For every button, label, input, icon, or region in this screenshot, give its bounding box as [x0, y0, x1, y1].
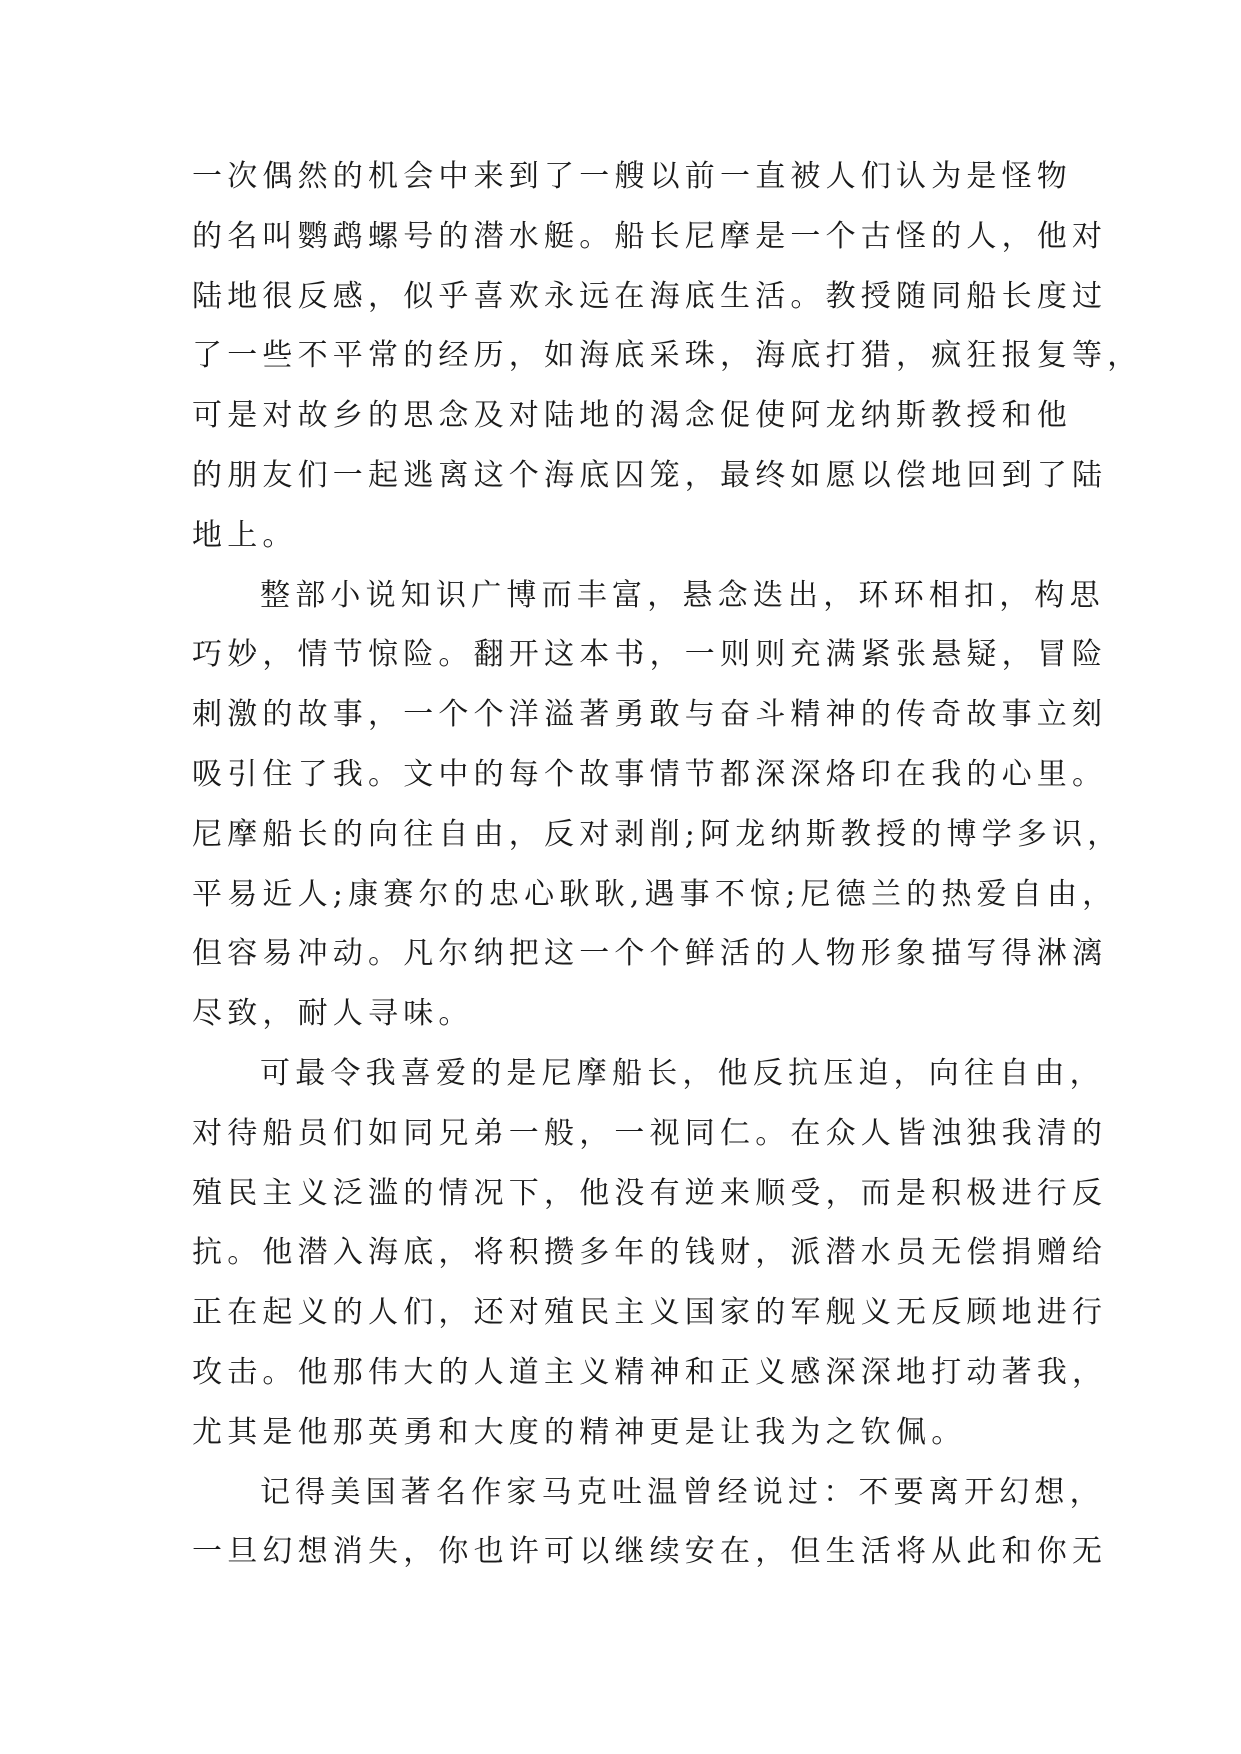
text-line: 攻击。他那伟大的人道主义精神和正义感深深地打动著我，	[192, 1354, 1108, 1390]
text-line: 记得美国著名作家马克吐温曾经说过：不要离开幻想，	[260, 1474, 1105, 1510]
text-line: 但容易冲动。凡尔纳把这一个个鲜活的人物形象描写得淋漓	[192, 936, 1108, 972]
body-text	[192, 157, 1143, 1592]
paragraph	[192, 1473, 1108, 1593]
text-line: 了一些不平常的经历，如海底采珠，海底打猎，疯狂报复等，	[192, 338, 1143, 374]
text-line: 平易近人;康赛尔的忠心耿耿,遇事不惊;尼德兰的热爱自由，	[192, 876, 1118, 912]
text-line: 可最令我喜爱的是尼摩船长，他反抗压迫，向往自由，	[260, 1055, 1105, 1091]
text-line: 殖民主义泛滥的情况下，他没有逆来顺受，而是积极进行反	[192, 1175, 1108, 1211]
text-line: 陆地很反感，似乎喜欢永远在海底生活。教授随同船长度过	[192, 278, 1108, 314]
text-line: 可是对故乡的思念及对陆地的渴念促使阿龙纳斯教授和他	[192, 398, 1072, 434]
text-line: 对待船员们如同兄弟一般，一视同仁。在众人皆浊独我清的	[192, 1115, 1108, 1151]
text-line: 尤其是他那英勇和大度的精神更是让我为之钦佩。	[192, 1414, 967, 1450]
text-line: 一次偶然的机会中来到了一艘以前一直被人们认为是怪物	[192, 159, 1072, 194]
text-line: 正在起义的人们，还对殖民主义国家的军舰义无反顾地进行	[192, 1295, 1108, 1331]
text-line: 的名叫鹦鹉螺号的潜水艇。船长尼摩是一个古怪的人，他对	[192, 218, 1108, 254]
text-line: 吸引住了我。文中的每个故事情节都深深烙印在我的心里。	[192, 756, 1108, 792]
text-line: 巧妙，情节惊险。翻开这本书，一则则充满紧张悬疑，冒险	[192, 637, 1108, 673]
paragraph	[192, 157, 1143, 576]
paragraph	[192, 1054, 1108, 1473]
text-line: 尼摩船长的向往自由，反对剥削;阿龙纳斯教授的博学多识，	[192, 816, 1123, 852]
text-line: 尽致，耐人寻味。	[192, 996, 474, 1032]
text-line: 整部小说知识广博而丰富，悬念迭出，环环相扣，构思	[260, 577, 1105, 613]
paragraph	[192, 576, 1123, 1054]
text-line: 刺激的故事，一个个洋溢著勇敢与奋斗精神的传奇故事立刻	[192, 697, 1108, 733]
text-line: 抗。他潜入海底，将积攒多年的钱财，派潜水员无偿捐赠给	[192, 1235, 1108, 1271]
text-line: 地上。	[192, 517, 298, 553]
text-line: 一旦幻想消失，你也许可以继续安在，但生活将从此和你无	[192, 1534, 1108, 1570]
text-line: 的朋友们一起逃离这个海底囚笼，最终如愿以偿地回到了陆	[192, 457, 1108, 493]
